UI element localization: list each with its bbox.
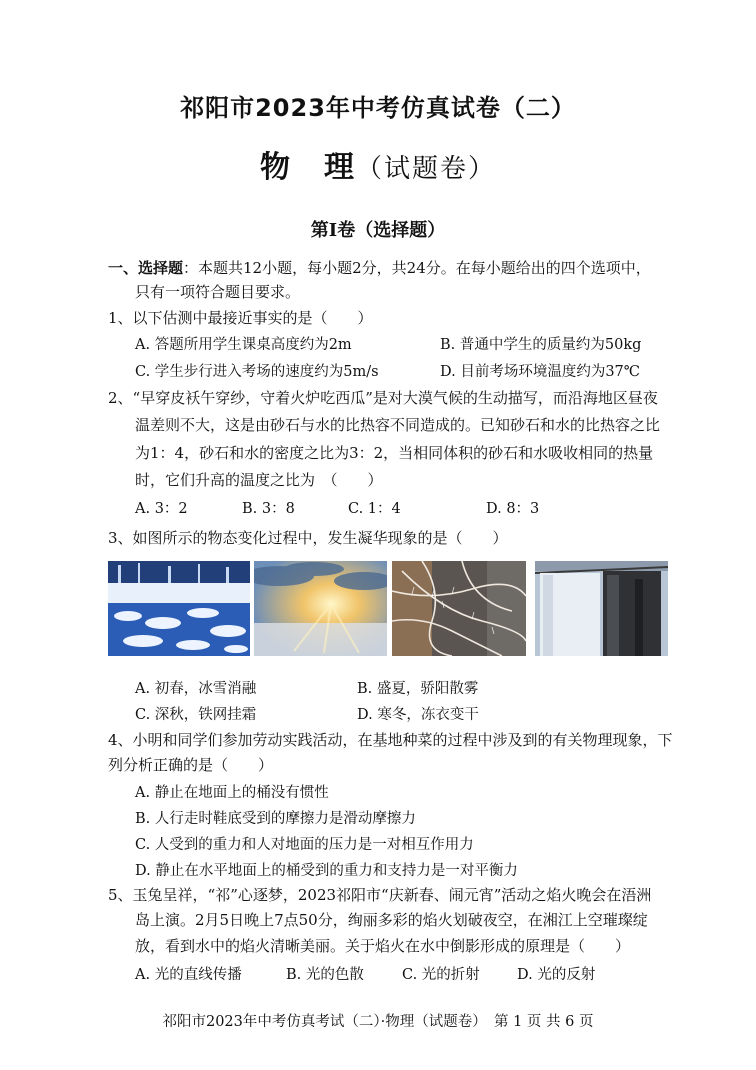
section-text-line1: ：本题共12小题，每小题2分，共24分。在每小题给出的四个选项中， [183, 259, 651, 277]
subject-name: 物 理 [259, 150, 356, 185]
photo-melting-snow [108, 561, 250, 656]
subject-subtitle: （试题卷） [355, 154, 496, 184]
q5-option-c: C. 光的折射 [402, 967, 480, 983]
q4-line1: 4、小明和同学们参加劳动实践活动，在基地种菜的过程中涉及到的有关物理现象，下 [108, 731, 673, 749]
page-footer: 祁阳市2023年中考仿真考试（二）·物理（试题卷） 第 1 页 共 6 页 [162, 1014, 594, 1030]
q2-option-d: D. 8：3 [486, 501, 540, 517]
q2-option-a: A. 3：2 [135, 501, 188, 517]
q2-line1: 2、“早穿皮袄午穿纱，守着火炉吃西瓜”是对大漠气候的生动描写，而沿海地区昼夜 [108, 389, 658, 407]
q4-option-d: D. 静止在水平地面上的桶受到的重力和支持力是一对平衡力 [135, 863, 518, 879]
q4-option-a: A. 静止在地面上的桶没有惯性 [135, 785, 329, 801]
q5-line2: 岛上演。2月5日晚上7点50分，绚丽多彩的焰火划破夜空，在湘江上空璀璨绽 [135, 911, 648, 929]
part-title: 第Ⅰ卷（选择题） [310, 220, 446, 241]
q2-line4: 时，它们升高的温度之比为 （ ） [135, 471, 383, 489]
q1-option-d: D. 目前考场环境温度约为37℃ [440, 364, 640, 380]
q4-option-b: B. 人行走时鞋底受到的摩擦力是滑动摩擦力 [135, 811, 416, 827]
section-label: 一、选择题 [108, 259, 184, 277]
q2-line3: 为1：4，砂石和水的密度之比为3：2，当相同体积的砂石和水吸收相同的热量 [135, 444, 654, 462]
photo-frost-branches [392, 561, 526, 656]
q3-option-c: C. 深秋，铁网挂霜 [135, 707, 257, 723]
q3-option-b: B. 盛夏，骄阳散雾 [357, 681, 479, 697]
q5-line1: 5、玉兔呈祥，“祁”心逐梦，2023祁阳市“庆新春、闹元宵”活动之焰火晚会在浯洲 [108, 886, 652, 904]
q4-option-c: C. 人受到的重力和人对地面的压力是一对相互作用力 [135, 837, 474, 853]
q1-option-b: B. 普通中学生的质量约为50kg [440, 337, 642, 353]
q2-option-c: C. 1：4 [348, 501, 401, 517]
q3-stem: 3、如图所示的物态变化过程中，发生凝华现象的是（ ） [108, 529, 508, 547]
q1-option-a: A. 答题所用学生课桌高度约为2m [135, 337, 352, 353]
q3-option-a: A. 初春，冰雪消融 [135, 681, 257, 697]
photo-sun-fog [254, 561, 387, 656]
photo-frozen-clothes [535, 561, 668, 656]
q5-option-a: A. 光的直线传播 [135, 967, 242, 983]
section-intro [108, 257, 651, 278]
section-text-line2: 只有一项符合题目要求。 [135, 283, 301, 301]
q1-stem: 1、以下估测中最接近事实的是（ ） [108, 309, 373, 327]
q2-line2: 温差则不大，这是由砂石与水的比热容不同造成的。已知砂石和水的比热容之比 [135, 416, 661, 434]
q5-line3: 放，看到水中的焰火清晰美丽。关于焰火在水中倒影形成的原理是（ ） [135, 937, 631, 955]
q3-option-d: D. 寒冬，冻衣变干 [357, 707, 479, 723]
exam-title: 祁阳市2023年中考仿真试卷（二） [180, 94, 576, 122]
subject-title [0, 142, 756, 186]
q5-option-b: B. 光的色散 [286, 967, 364, 983]
q1-option-c: C. 学生步行进入考场的速度约为5m/s [135, 364, 379, 380]
q4-line2: 列分析正确的是（ ） [108, 756, 274, 774]
q5-option-d: D. 光的反射 [517, 967, 596, 983]
q2-option-b: B. 3：8 [242, 501, 295, 517]
